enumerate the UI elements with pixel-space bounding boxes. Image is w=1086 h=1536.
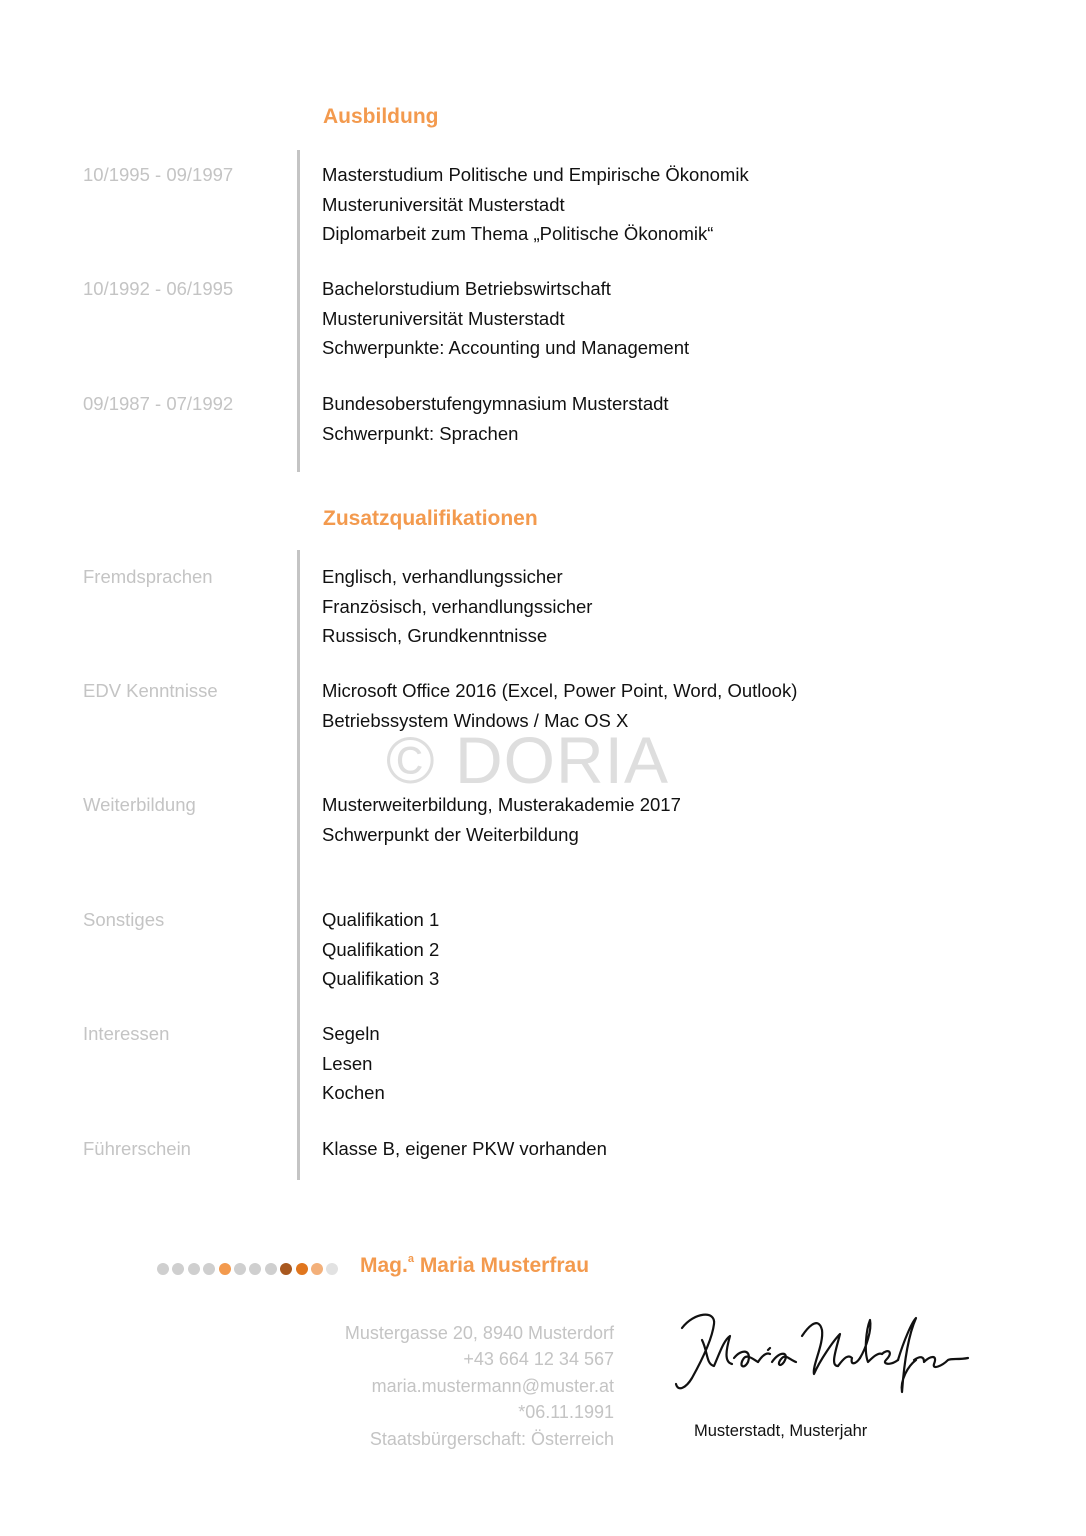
entry-line: Musteruniversität Musterstadt [322,193,565,215]
entry-label: Interessen [83,1023,170,1044]
entry-label: EDV Kenntnisse [83,680,218,701]
entry-label: Fremdsprachen [83,566,213,587]
entry-line: Masterstudium Politische und Empirische Ökonomik [322,164,749,185]
entry-line: Klasse B, eigener PKW vorhanden [322,1138,607,1159]
entry-line: Russisch, Grundkenntnisse [322,625,548,646]
section-title-education: Ausbildung [323,105,439,128]
contact-birthdate: *06.11.1991 [518,1402,614,1423]
timeline-line-education [297,150,300,472]
entry-line: Segeln [322,1023,380,1044]
entry-line: Kochen [322,1082,385,1103]
entry-label: Weiterbildung [83,794,196,815]
name-text: Maria Musterfrau [419,1254,590,1277]
contact-email: maria.mustermann@muster.at [371,1375,614,1396]
entry-line: Schwerpunkte: Accounting und Management [322,337,690,358]
decorative-dots [157,1263,338,1275]
entry-date: 10/1995 - 09/1997 [83,164,234,185]
dot [249,1263,261,1275]
contact-address: Mustergasse 20, 8940 Musterdorf [344,1323,614,1343]
dot [203,1263,215,1275]
entry-content [322,274,689,363]
entry-line: Qualifikation 2 [322,938,440,960]
entry-content [322,562,592,651]
entry-line: Musterweiterbildung, Musterakademie 2017 [322,794,681,815]
dot [296,1263,308,1275]
entry-content [322,905,439,994]
entry-line: Musteruniversität Musterstadt [322,307,565,329]
dot [172,1263,184,1275]
dot [234,1263,246,1275]
entry-line: Qualifikation 1 [322,909,440,930]
entry-content [322,160,749,249]
signature [672,1300,982,1410]
entry-line: Betriebssystem Windows / Mac OS X [322,709,629,731]
name-superscript: a [407,1253,414,1265]
entry-date: 10/1992 - 06/1995 [83,278,234,299]
entry-line: Qualifikation 3 [322,968,440,989]
entry-line: Bundesoberstufengymnasium Musterstadt [322,393,669,414]
dot [326,1263,338,1275]
dot [157,1263,169,1275]
timeline-line-qualifications [297,550,300,1180]
watermark: © DORIA [386,723,669,797]
dot [265,1263,277,1275]
entry-line: Schwerpunkt: Sprachen [322,422,519,444]
entry-label: Sonstiges [83,909,165,930]
name-prefix: Mag. [360,1254,408,1277]
contact-block [345,1320,614,1452]
dot [188,1263,200,1275]
person-name [360,1254,589,1278]
entry-line: Schwerpunkt der Weiterbildung [322,823,579,845]
entry-line: Diplomarbeit zum Thema „Politische Ökonomik“ [322,223,714,244]
entry-content [322,790,681,849]
entry-line: Microsoft Office 2016 (Excel, Power Point, Word, Outlook) [322,680,798,701]
contact-phone: +43 664 12 34 567 [463,1349,614,1370]
place-date: Musterstadt, Musterjahr [694,1422,868,1440]
section-title-qualifications: Zusatzqualifikationen [323,507,538,530]
entry-line: Bachelorstudium Betriebswirtschaft [322,278,611,299]
entry-line: Lesen [322,1052,373,1074]
dot [311,1263,323,1275]
entry-date: 09/1987 - 07/1992 [83,393,234,414]
dot [280,1263,292,1275]
entry-line: Englisch, verhandlungssicher [322,566,563,587]
entry-line: Französisch, verhandlungssicher [322,595,593,617]
contact-citizenship: Staatsbürgerschaft: Österreich [369,1428,614,1449]
entry-label: Führerschein [83,1138,191,1159]
entry-content [322,1019,385,1108]
dot [219,1263,231,1275]
entry-content [322,1134,607,1164]
entry-content [322,389,669,448]
